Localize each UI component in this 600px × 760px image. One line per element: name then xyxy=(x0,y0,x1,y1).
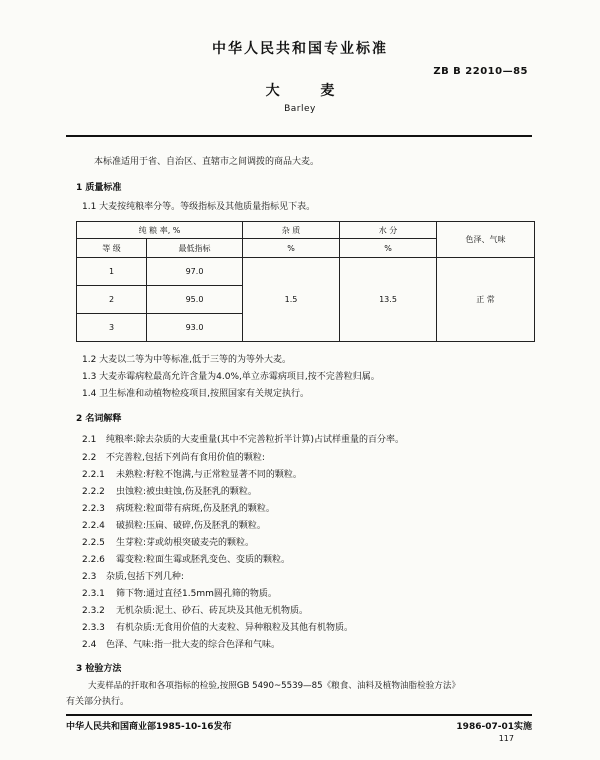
clause-text: 虫蚀粒:被虫蛀蚀,伤及胚乳的颗粒。 xyxy=(116,487,257,497)
clause-1-1: 1.1 大麦按纯粮率分等。等级指标及其他质量指标见下表。 xyxy=(82,202,316,212)
grade-cell: 1 xyxy=(77,258,147,286)
clause-line xyxy=(82,484,257,497)
page-number: 117 xyxy=(498,734,514,743)
clause-text: 杂质,包括下列几种: xyxy=(106,572,184,582)
clause-line xyxy=(82,518,266,531)
clause-line xyxy=(82,467,302,480)
document-subtitle: Barley xyxy=(284,104,316,114)
min-index-cell: 95.0 xyxy=(147,286,243,314)
clause-text: 无机杂质:泥土、砂石、砖瓦块及其他无机物质。 xyxy=(116,606,309,616)
clause-number: 2.2.3 xyxy=(82,504,105,514)
clause-line xyxy=(82,501,275,514)
standard-code: ZB B 22010—85 xyxy=(433,66,528,77)
grade-cell: 2 xyxy=(77,286,147,314)
clause-line xyxy=(82,552,290,565)
clause-1-2: 1.2 大麦以二等为中等标准,低于三等的为等外大麦。 xyxy=(82,355,292,365)
clause-number: 2.3 xyxy=(82,572,97,582)
clause-line xyxy=(82,450,265,463)
clause-number: 2.4 xyxy=(82,640,97,650)
clause-line xyxy=(82,535,254,548)
clause-text: 不完善粒,包括下列尚有食用价值的颗粒: xyxy=(106,453,265,463)
min-index-cell: 93.0 xyxy=(147,314,243,342)
header-moisture-unit: % xyxy=(340,239,437,258)
clause-number: 2.2.1 xyxy=(82,470,105,480)
header-purity: 纯 粮 率, % xyxy=(77,222,243,239)
clause-text: 病斑粒:粒面带有病斑,伤及胚乳的颗粒。 xyxy=(116,504,275,514)
header-color-odor: 色泽、气味 xyxy=(437,222,535,258)
header-impurity-unit: % xyxy=(243,239,340,258)
clause-text: 未熟粒:籽粒不饱满,与正常粒显著不同的颗粒。 xyxy=(116,470,302,480)
clause-text: 有机杂质:无食用价值的大麦粒、异种粮粒及其他有机物质。 xyxy=(116,623,354,633)
document-title: 大 麦 xyxy=(265,83,353,99)
effective-date: 1986-07-01实施 xyxy=(456,722,532,732)
clause-1-4: 1.4 卫生标准和动植物检疫项目,按照国家有关规定执行。 xyxy=(82,389,310,399)
clause-number: 2.3.2 xyxy=(82,606,105,616)
clause-line xyxy=(82,620,353,633)
intro-paragraph: 本标准适用于省、自治区、直辖市之间调拨的商品大麦。 xyxy=(94,157,320,167)
clause-number: 2.2.2 xyxy=(82,487,105,497)
clause-text: 破损粒:压扁、破碎,伤及胚乳的颗粒。 xyxy=(116,521,266,531)
clause-line xyxy=(82,569,184,582)
clause-number: 2.2.4 xyxy=(82,521,105,531)
moisture-value: 13.5 xyxy=(340,258,437,342)
clause-1-3: 1.3 大麦赤霉病粒最高允许含量为4.0%,单立赤霉病项目,按不完善粒归属。 xyxy=(82,372,380,382)
min-index-cell: 97.0 xyxy=(147,258,243,286)
clause-line xyxy=(82,586,277,599)
section-1-heading: 1 质量标准 xyxy=(76,183,122,193)
national-standard-title: 中华人民共和国专业标准 xyxy=(212,41,388,57)
impurity-value: 1.5 xyxy=(243,258,340,342)
clause-text: 霉变粒:粒面生霉或胚乳变色、变质的颗粒。 xyxy=(116,555,291,565)
clause-number: 2.2 xyxy=(82,453,97,463)
clause-number: 2.3.3 xyxy=(82,623,105,633)
clause-number: 2.3.1 xyxy=(82,589,105,599)
clause-text: 筛下物:通过直径1.5mm圆孔筛的物质。 xyxy=(116,589,277,599)
header-grade: 等 级 xyxy=(77,239,147,258)
table-row xyxy=(77,258,535,286)
issued-by: 中华人民共和国商业部1985-10-16发布 xyxy=(66,722,232,732)
clause-line xyxy=(82,637,280,650)
clause-number: 2.2.6 xyxy=(82,555,105,565)
clause-text: 纯粮率:除去杂质的大麦重量(其中不完善粒折半计算)占试样重量的百分率。 xyxy=(106,435,405,445)
header-impurity: 杂 质 xyxy=(243,222,340,239)
header-min-index: 最低指标 xyxy=(147,239,243,258)
section-3-heading: 3 检验方法 xyxy=(76,664,122,674)
header-moisture: 水 分 xyxy=(340,222,437,239)
clause-text: 色泽、气味:指一批大麦的综合色泽和气味。 xyxy=(106,640,281,650)
clause-number: 2.2.5 xyxy=(82,538,105,548)
section-3-text-line-2: 有关部分执行。 xyxy=(66,697,130,707)
quality-table xyxy=(76,221,535,342)
grade-cell: 3 xyxy=(77,314,147,342)
clause-line xyxy=(82,432,404,445)
color-odor-value: 正 常 xyxy=(437,258,535,342)
clause-number: 2.1 xyxy=(82,435,97,445)
section-3-text-line-1: 大麦样品的扦取和各项指标的检验,按照GB 5490~5539—85《粮食、油料及植物油脂检验方法》 xyxy=(88,681,461,691)
clause-text: 生芽粒:芽或幼根突破麦壳的颗粒。 xyxy=(116,538,255,548)
clause-line xyxy=(82,603,308,616)
section-2-heading: 2 名词解释 xyxy=(76,414,122,424)
header-rule xyxy=(66,135,532,137)
footer-rule xyxy=(66,714,532,716)
